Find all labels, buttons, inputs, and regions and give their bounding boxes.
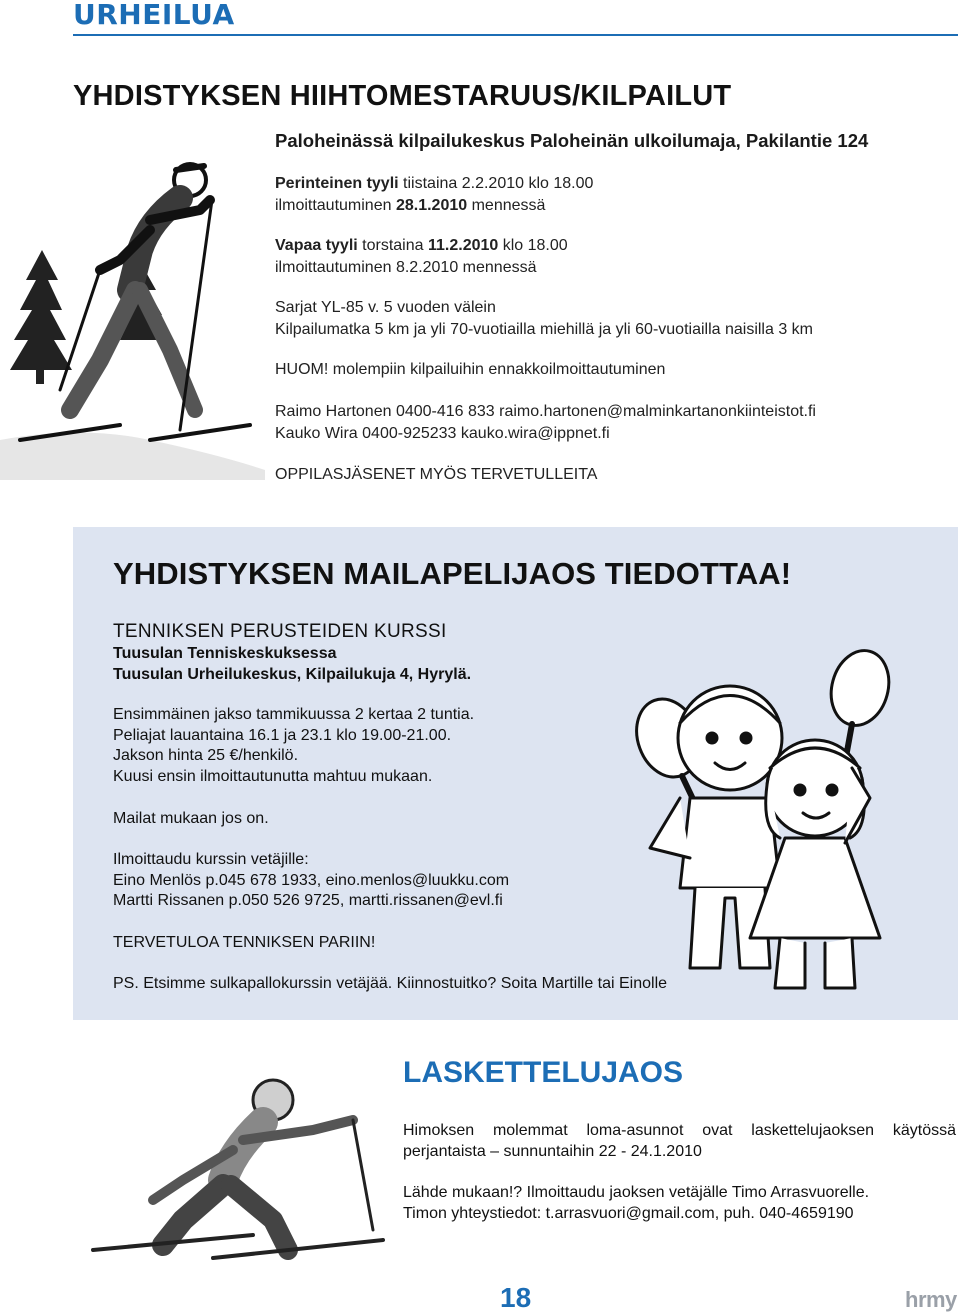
course-place-1: Tuusulan Tenniskeskuksessa	[113, 645, 337, 662]
free-date: 11.2.2010	[427, 237, 499, 254]
classic-style-info	[275, 173, 955, 217]
note-text	[275, 359, 955, 381]
downhill-text-2	[403, 1183, 956, 1224]
venue-text: Paloheinässä kilpailukeskus Paloheinän ulkoilumaja, Pakilantie 124	[275, 130, 869, 151]
course-info-2: Peliajat lauantaina 16.1 ja 23.1 klo 19.00-21.00.	[113, 726, 452, 744]
contact-info	[275, 401, 955, 445]
downhill-text-1	[403, 1121, 956, 1162]
downhill-title: LASKETTELUJAOS	[403, 1056, 684, 1089]
note-line: HUOM! molempiin kilpailuihin ennakkoilmoittautuminen	[275, 361, 666, 378]
contact-1: Raimo Hartonen 0400-416 833 raimo.hartonen@malminkartanonkiinteistot.fi	[275, 403, 816, 420]
series-info	[275, 297, 955, 341]
classic-reg-date: 28.1.2010	[395, 197, 468, 214]
cross-country-skier-illustration	[0, 140, 265, 480]
classic-label: Perinteinen tyyli	[275, 175, 399, 192]
hrmy-logo: hrmy	[905, 1287, 957, 1312]
ps-line: PS. Etsimme sulkapallokurssin vetäjää. Kiinnostuitko? Soita Martille tai Einolle	[113, 975, 668, 992]
free-date-prefix: torstaina	[357, 237, 428, 254]
course-place-2: Tuusulan Urheilukeskus, Kilpailukuja 4, Hyrylä.	[113, 665, 472, 683]
downhill-line-1: Himoksen molemmat loma-asunnot ovat laskettelujaoksen käytössä perjantaista – sunnuntaihin 22 - 24.1.2010	[403, 1122, 956, 1160]
students-text	[275, 464, 955, 486]
course-title: TENNIKSEN PERUSTEIDEN KURSSI	[113, 621, 447, 642]
classic-reg-prefix: ilmoittautuminen	[275, 197, 396, 214]
signup-line: Ilmoittaudu kurssin vetäjille:	[113, 851, 309, 868]
skiing-title: YHDISTYKSEN HIIHTOMESTARUUS/KILPAILUT	[73, 80, 732, 112]
classic-date: tiistaina 2.2.2010 klo 18.00	[398, 175, 594, 192]
downhill-line-2: Lähde mukaan!? Ilmoittaudu jaoksen vetäjälle Timo Arrasvuorelle.	[403, 1184, 870, 1201]
course-info-3: Jakson hinta 25 €/henkilö.	[113, 747, 299, 764]
tennis-title: YHDISTYKSEN MAILAPELIJAOS TIEDOTTAA!	[113, 556, 792, 591]
contact-2: Kauko Wira 0400-925233 kauko.wira@ippnet.fi	[275, 425, 610, 442]
page-number: 18	[500, 1282, 532, 1313]
free-style-info	[275, 235, 955, 279]
free-label: Vapaa tyyli	[275, 237, 358, 254]
downhill-line-3: Timon yhteystiedot: t.arrasvuori@gmail.com, puh. 040-4659190	[403, 1204, 854, 1222]
classic-reg-suffix: mennessä	[467, 197, 546, 214]
alpine-skier-illustration	[73, 1060, 393, 1260]
section-title: URHEILUA	[73, 0, 235, 31]
leader-2: Martti Rissanen p.050 526 9725, martti.rissanen@evl.fi	[113, 892, 503, 909]
welcome-line: TERVETULOA TENNIKSEN PARIIN!	[113, 934, 376, 951]
free-date-suffix: klo 18.00	[498, 237, 568, 254]
series-line-2: Kilpailumatka 5 km ja yli 70-vuotiailla miehillä ja yli 60-vuotiailla naisilla 3 km	[275, 321, 813, 338]
course-info-1: Ensimmäinen jakso tammikuussa 2 kertaa 2 tuntia.	[113, 706, 475, 723]
tennis-kids-illustration	[620, 628, 920, 1008]
leader-1: Eino Menlös p.045 678 1933, eino.menlos@luukku.com	[113, 871, 510, 889]
section-header	[73, 0, 958, 36]
rackets-line: Mailat mukaan jos on.	[113, 810, 269, 827]
series-line-1: Sarjat YL-85 v. 5 vuoden välein	[275, 299, 496, 316]
free-registration: ilmoittautuminen 8.2.2010 mennessä	[275, 259, 537, 276]
course-info-4: Kuusi ensin ilmoittautunutta mahtuu mukaan.	[113, 767, 433, 785]
students-line: OPPILASJÄSENET MYÖS TERVETULLEITA	[275, 466, 598, 483]
